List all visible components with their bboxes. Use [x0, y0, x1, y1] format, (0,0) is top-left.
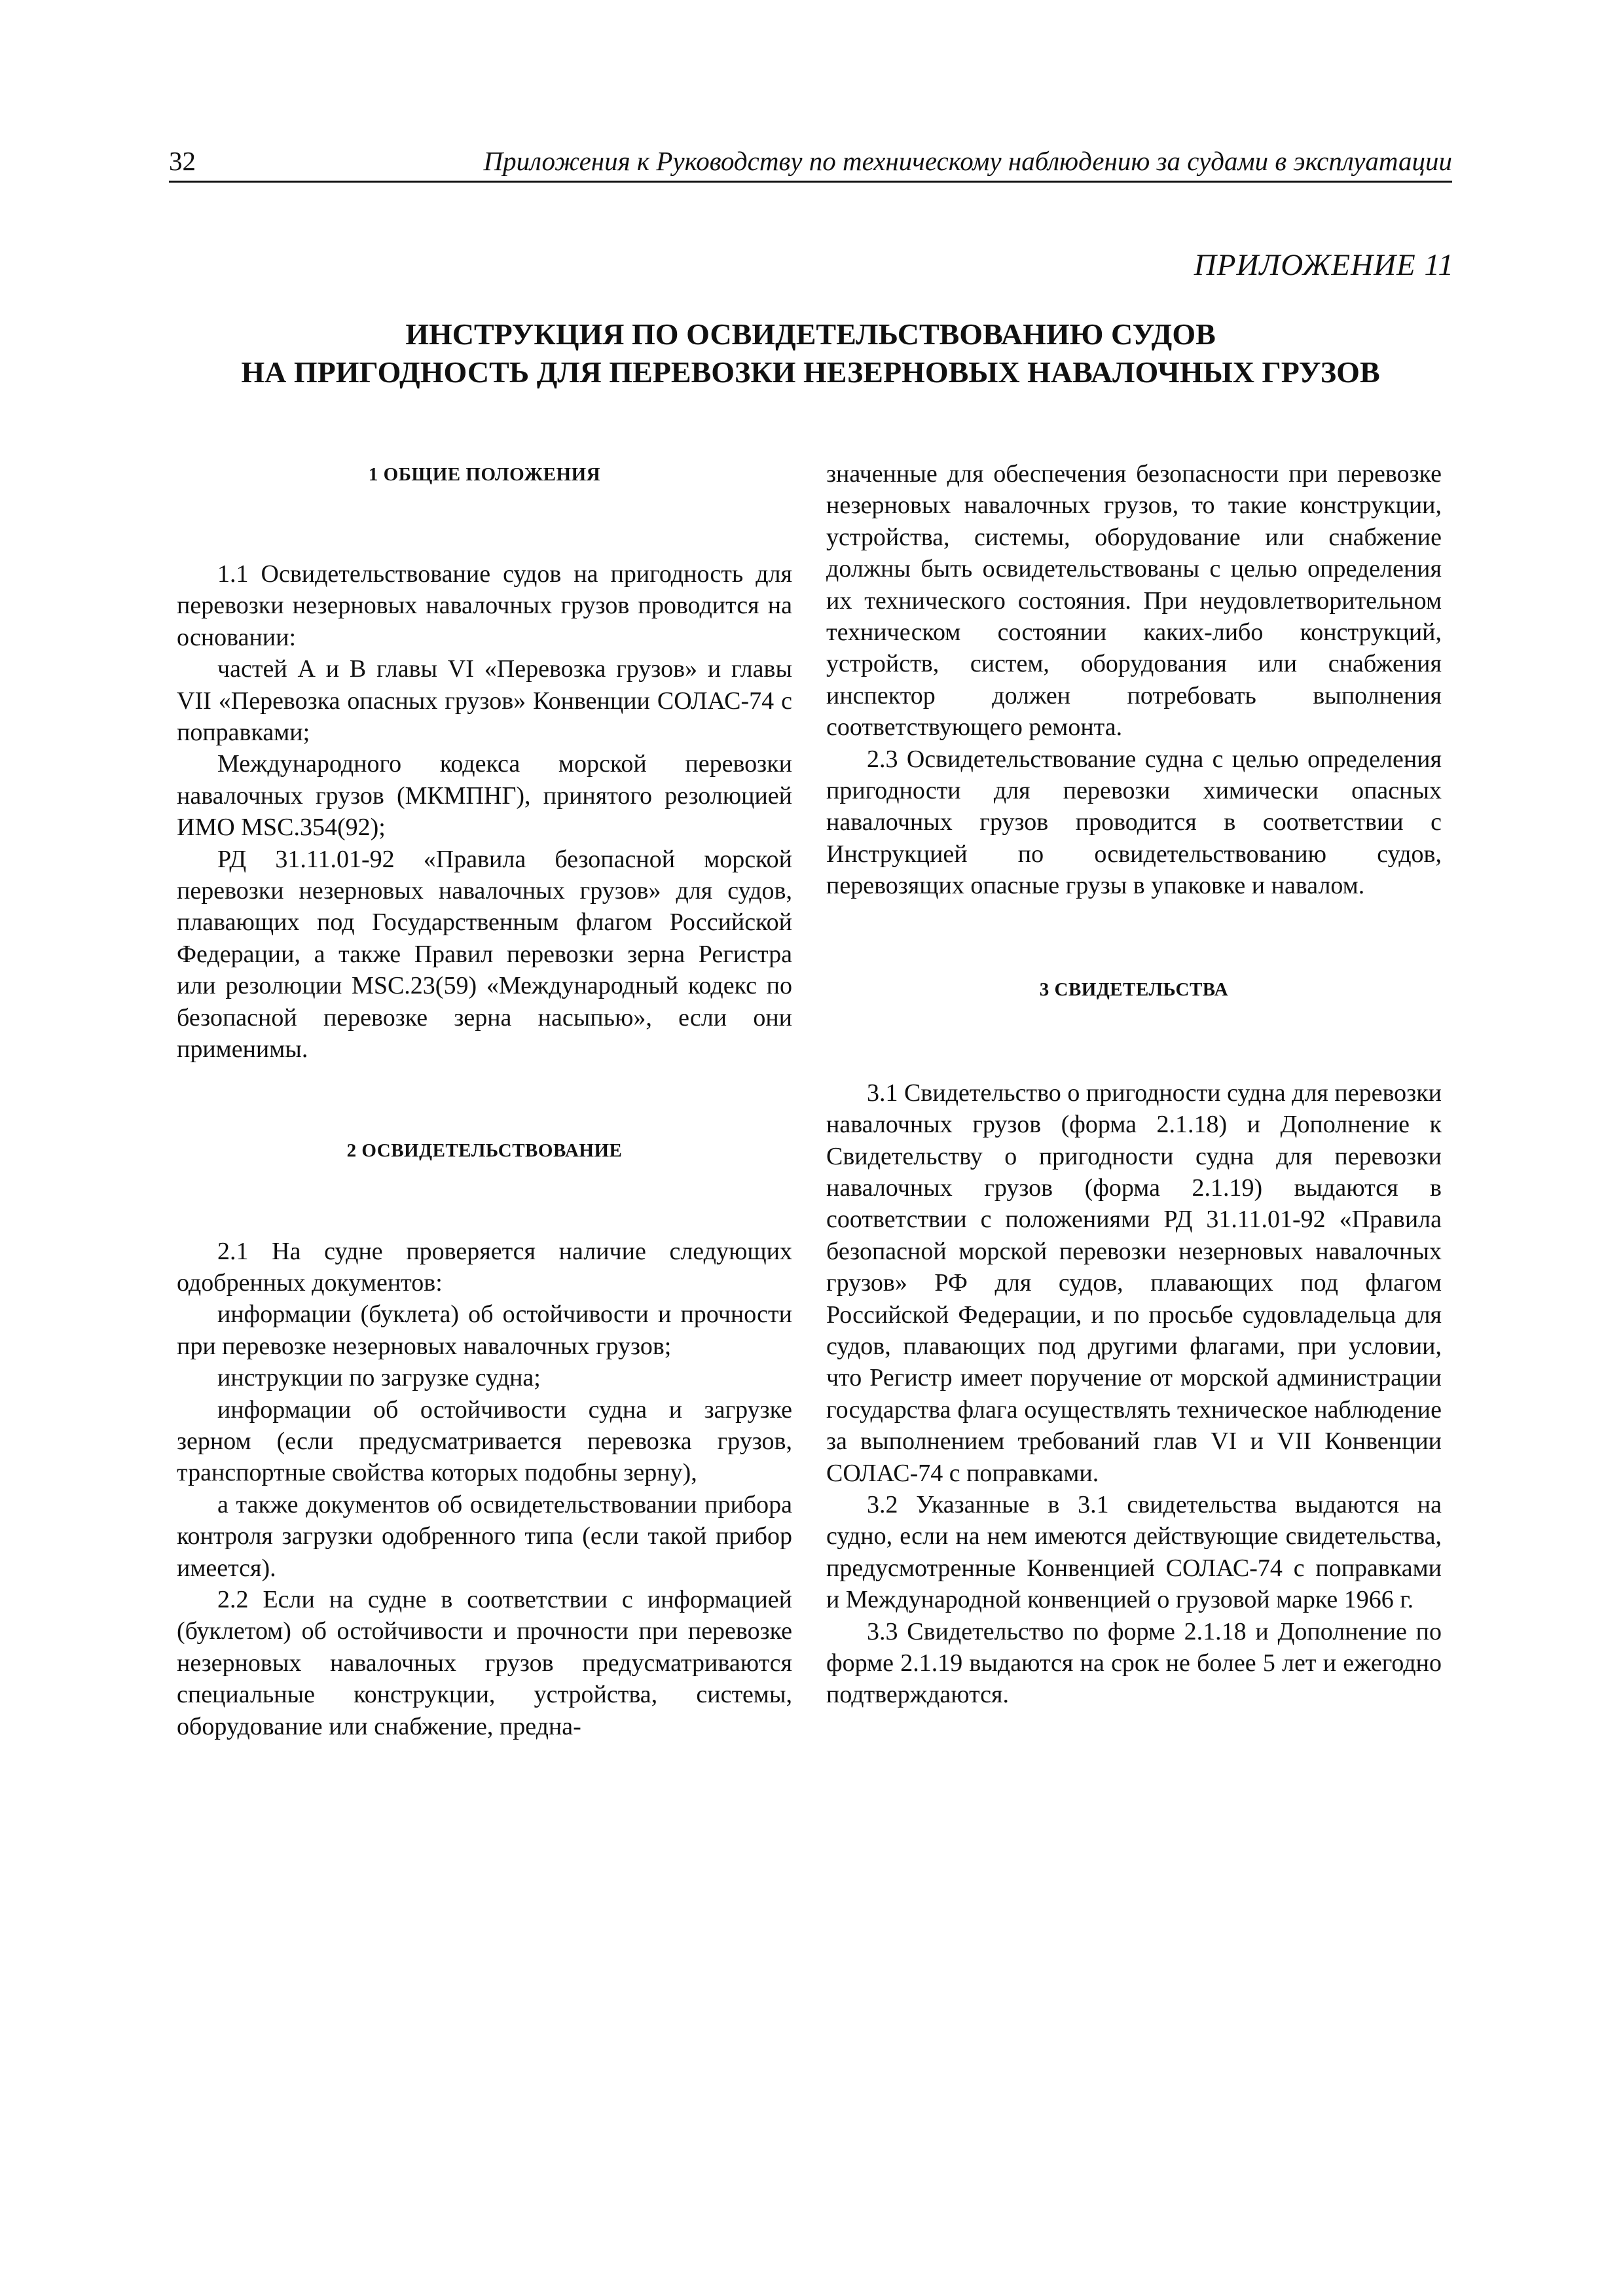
paragraph-2-1-item-b: инструкции по загрузке судна;: [217, 1364, 541, 1392]
paragraph-1-1: 1.1 Освидетельствование судов на пригодность для перевозки незерновых навалочных грузов проводится на основании:: [177, 560, 792, 651]
appendix-label: ПРИЛОЖЕНИЕ 11: [1194, 248, 1454, 282]
left-column: [177, 458, 792, 1742]
section-2-heading: 2 ОСВИДЕТЕЛЬСТВОВАНИЕ: [346, 1139, 623, 1161]
paragraph-2-1-item-c: информации об остойчивости судна и загрузке зерном (если предусматривается перевозка грузов, транспортные свойства которых подобны зерну),: [177, 1395, 792, 1487]
running-title: Приложения к Руководству по техническому наблюдению за судами в эксплуатации: [483, 146, 1452, 176]
paragraph-2-1: 2.1 На судне проверяется наличие следующих одобренных документов:: [177, 1237, 792, 1297]
running-header: [169, 145, 1452, 183]
paragraph-1-1-item-c: РД 31.11.01-92 «Правила безопасной морской перевозки незерновых навалочных грузов» для судов, плавающих под Государственным флагом Российской Федерации, а также Правил перевозки зерна Регистра или резолюции MSC.23(59) «Международный кодекс по безопасной перевозке зерна насыпью», если они применимы.: [177, 845, 792, 1064]
document-title-line-2: НА ПРИГОДНОСТЬ ДЛЯ ПЕРЕВОЗКИ НЕЗЕРНОВЫХ НАВАЛОЧНЫХ ГРУЗОВ: [241, 355, 1380, 389]
paragraph-3-2: 3.2 Указанные в 3.1 свидетельства выдаются на судно, если на нем имеются действующие свидетельства, предусмотренные Конвенцией СОЛАС-74 с поправками и Международной конвенцией о грузовой марке 1966 г.: [826, 1490, 1442, 1614]
page-number: 32: [169, 146, 196, 176]
paragraph-3-3: 3.3 Свидетельство по форме 2.1.18 и Дополнение по форме 2.1.19 выдаются на срок не более 5 лет и ежегодно подтверждаются.: [826, 1617, 1442, 1709]
paragraph-2-1-item-d: а также документов об освидетельствовании прибора контроля загрузки одобренного типа (если такой прибор имеется).: [177, 1490, 792, 1582]
paragraph-2-2-continued: значенные для обеспечения безопасности при перевозке незерновых навалочных грузов, то такие конструкции, устройства, системы, оборудование или снабжение должны быть освидетельствованы с целью определения их технического состояния. При неудовлетворительном техническом состоянии каких-либо конструкций, устройств, систем, оборудования или снабжения инспектор должен потребовать выполнения соответствующего ремонта.: [826, 460, 1442, 742]
right-column: [826, 458, 1442, 1711]
paragraph-3-1: 3.1 Свидетельство о пригодности судна для перевозки навалочных грузов (форма 2.1.18) и Дополнение к Свидетельству о пригодности судна для перевозки навалочных грузов (форма 2.1.19) выдаются в соответствии с положениями РД 31.11.01-92 «Правила безопасной морской перевозки незерновых навалочных грузов» РФ для судов, плавающих под флагом Российской Федерации, и по просьбе судовладельца для судов, плавающих под другими флагами, при условии, что Регистр имеет поручение от морской администрации государства флага осуществлять техническое наблюдение за выполнением требований глав VI и VII Конвенции СОЛАС-74 с поправками.: [826, 1079, 1442, 1487]
paragraph-2-2: 2.2 Если на судне в соответствии с информацией (буклетом) об остойчивости и прочности при перевозке незерновых навалочных грузов предусматриваются специальные конструкции, устройства, системы, оборудование или снабжение, предна-: [177, 1585, 792, 1740]
paragraph-2-3: 2.3 Освидетельствование судна с целью определения пригодности для перевозки химически опасных навалочных грузов проводится в соответствии с Инструкцией по освидетельствованию судов, перевозящих опасные грузы в упаковке и навалом.: [826, 745, 1442, 900]
paragraph-1-1-item-a: частей А и В главы VI «Перевозка грузов» и главы VII «Перевозка опасных грузов» Конвенции СОЛАС-74 с поправками;: [177, 655, 792, 747]
paragraph-1-1-item-b: Международного кодекса морской перевозки навалочных грузов (МКМПНГ), принятого резолюцией ИМО MSC.354(92);: [177, 750, 792, 842]
section-1-heading: 1 ОБЩИЕ ПОЛОЖЕНИЯ: [368, 464, 601, 485]
paragraph-2-1-item-a: информации (буклета) об остойчивости и прочности при перевозке незерновых навалочных грузов;: [177, 1300, 792, 1360]
section-3-heading: 3 СВИДЕТЕЛЬСТВА: [1039, 978, 1229, 1000]
document-title: [169, 315, 1452, 391]
document-title-line-1: ИНСТРУКЦИЯ ПО ОСВИДЕТЕЛЬСТВОВАНИЮ СУДОВ: [405, 317, 1216, 351]
